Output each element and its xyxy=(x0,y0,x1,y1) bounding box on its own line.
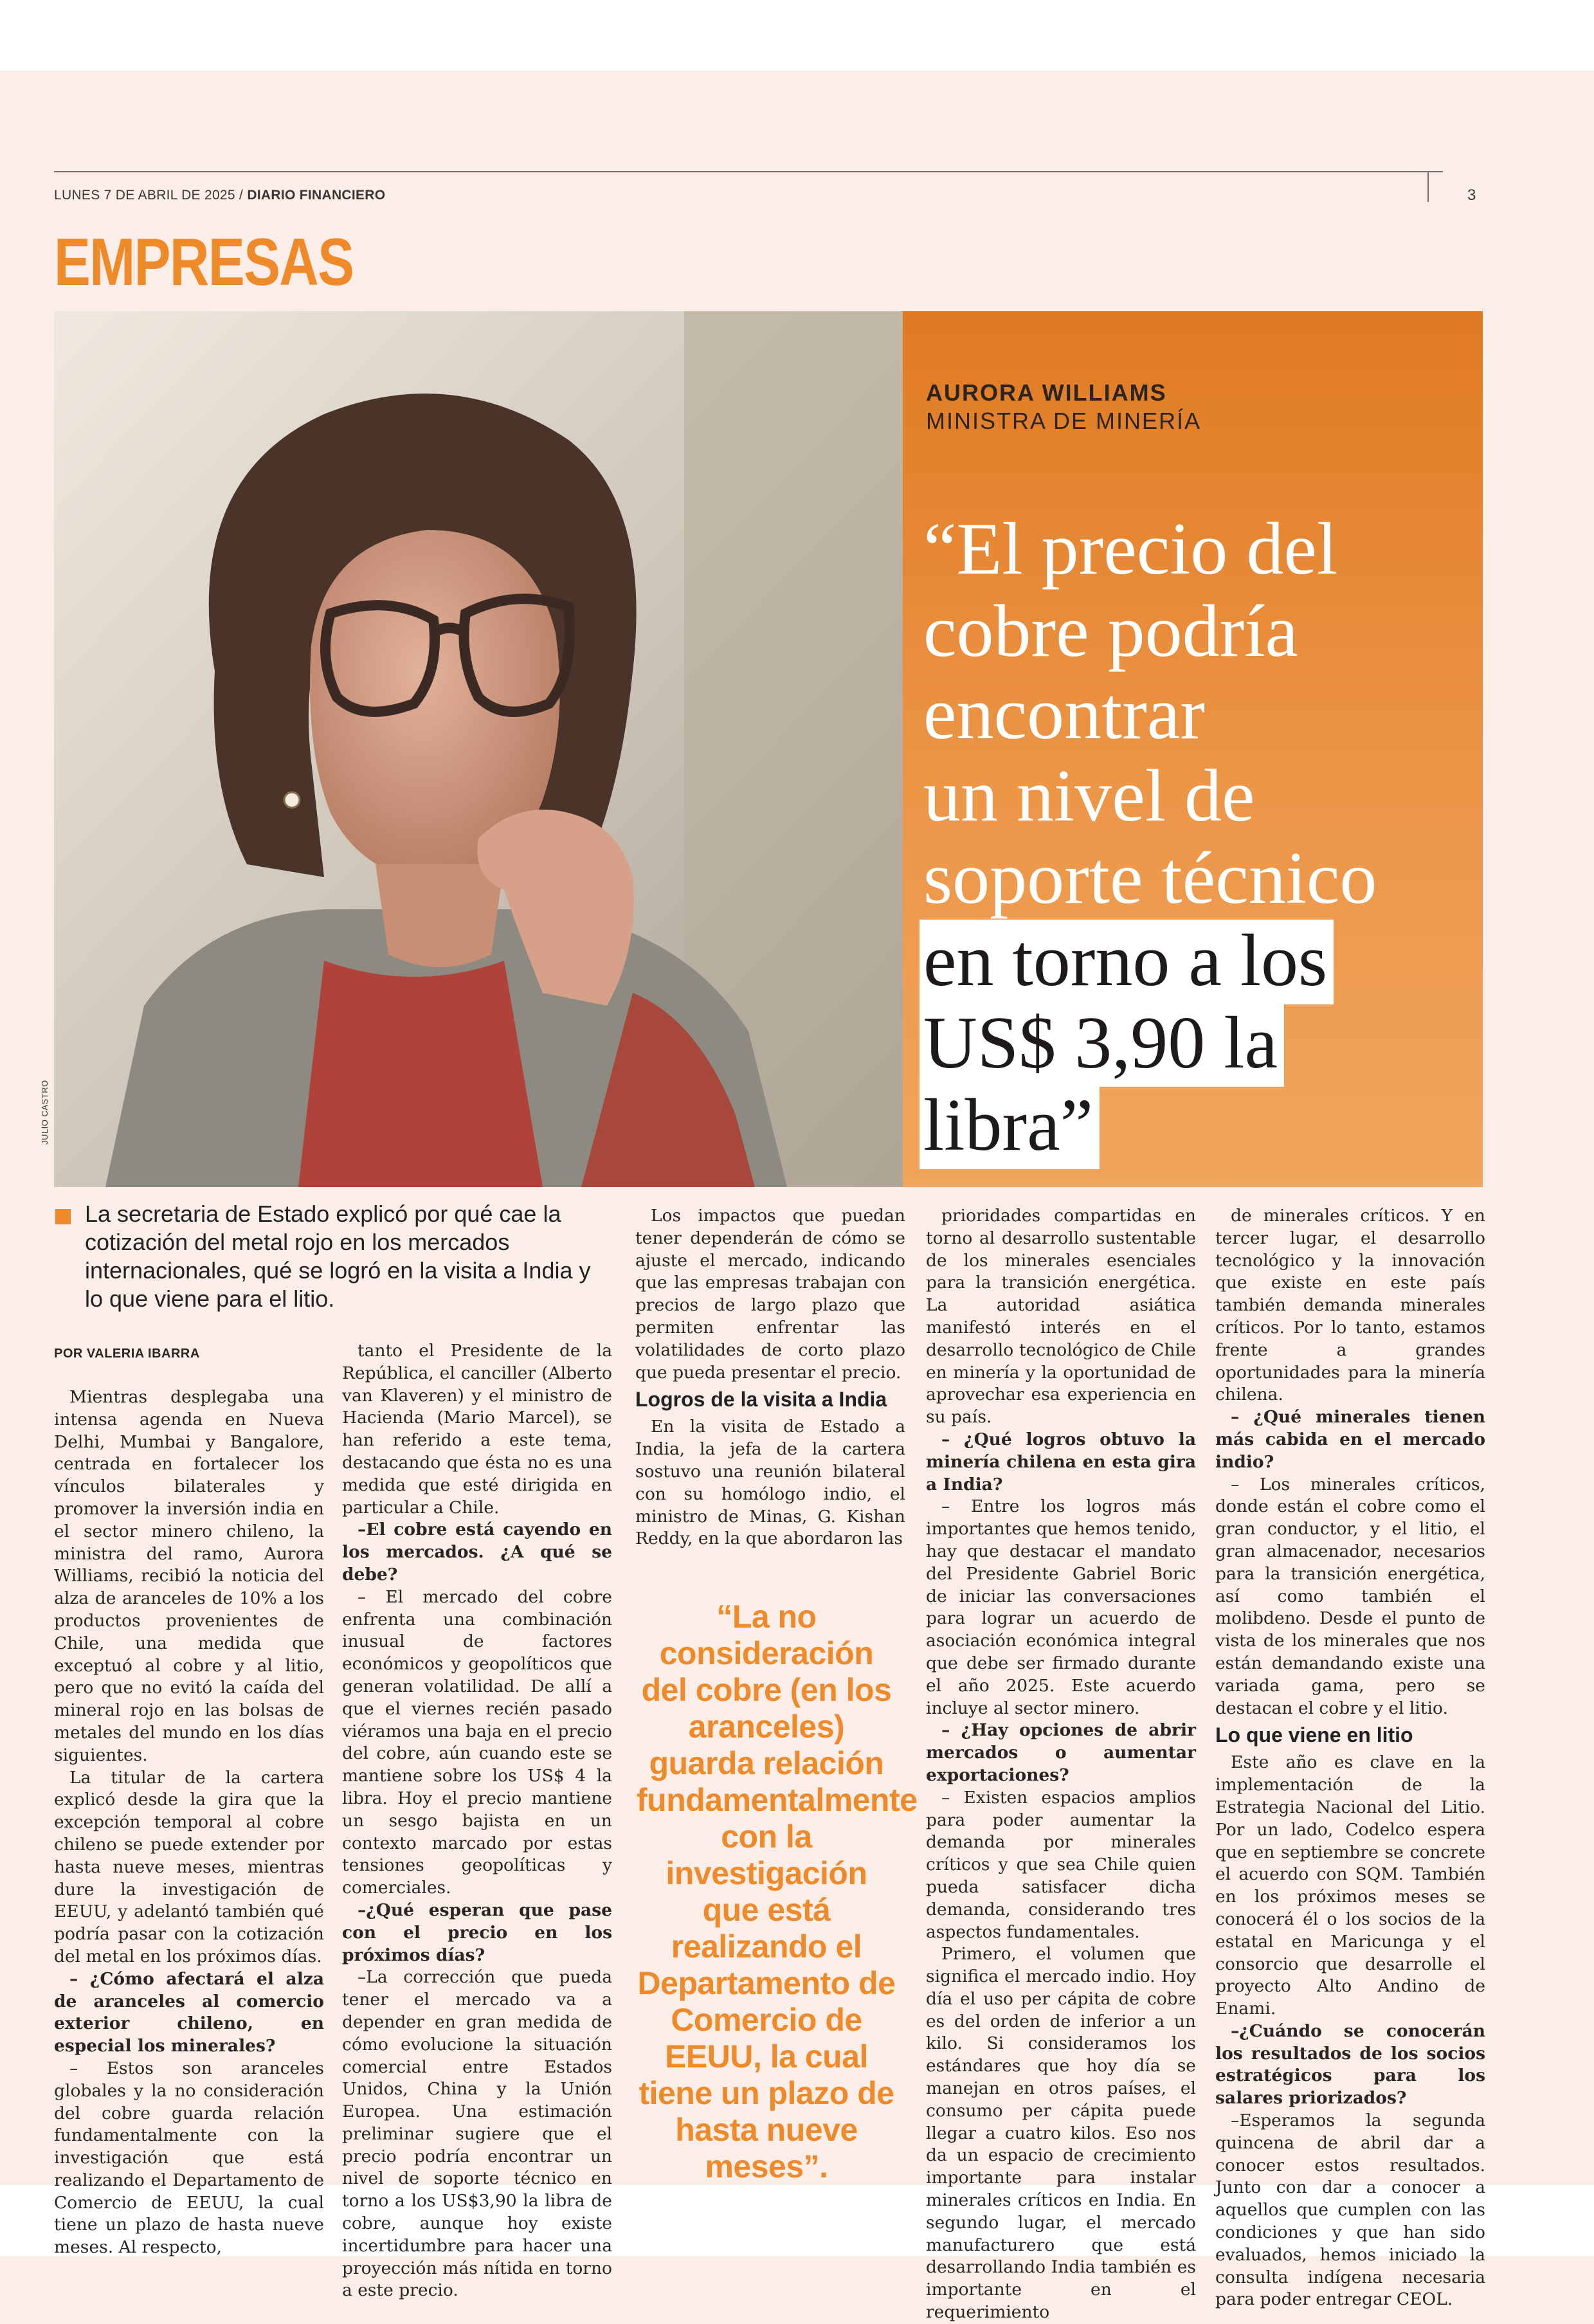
pull-quote: “La no consideración del cobre (en los aranceles) guarda relación fundamentalmente con la investigación que está realizando el Departamento de Comercio de EEUU, la cual tiene un plazo de hasta nueve meses”. xyxy=(637,1599,918,2184)
body-paragraph: En la visita de Estado a India, la jefa de la cartera sostuvo una reunión bilateral con su homólogo indio, el ministro de Minas, G. Kishan Reddy, en la que abordaron las xyxy=(635,1417,905,1549)
body-paragraph: La titular de la cartera explicó desde la gira que la excepción temporal al cobre chileno se puede extender por hasta nueve meses, mientras dure la investigación de EEUU, y adelantó también qué podría pasar con la cotización del metal en los próximos días. xyxy=(54,1767,324,1966)
publication-name: DIARIO FINANCIERO xyxy=(247,188,386,203)
body-paragraph: – Los minerales críticos, donde están el cobre como el gran conductor, y el litio, el gran almacenador, necesarios para la transición energética, así como también el molibdeno. Desde el punto de vista de los minerales que nos están demandando existe una variada gama, pero se destacan el cobre y el litio. xyxy=(1215,1474,1485,1718)
body-paragraph: tanto el Presidente de la República, el canciller (Alberto van Klaveren) y el ministro de Hacienda (Mario Marcel), se han referido a este tema, destacando que ésta no es una medida que esté dirigida en particular a Chile. xyxy=(342,1341,612,1518)
issue-date: LUNES 7 DE ABRIL DE 2025 xyxy=(54,188,235,203)
article-column-1 xyxy=(54,1386,324,2259)
interview-question: –El cobre está cayendo en los mercados. ¿A qué se debe? xyxy=(342,1520,612,1584)
headline-line-highlighted: en torno a los xyxy=(923,920,1476,1002)
headline-line: soporte técnico xyxy=(923,837,1377,920)
body-paragraph: Primero, el volumen que significa el mercado indio. Hoy día el uso per cápita de cobre es del orden de inferior a un kilo. Si consideramos los estándares que hoy día se manejan en otros países, el consumo per cápita puede llegar a cuatro kilos. Eso nos da un espacio de crecimiento importante para instalar minerales críticos en India. En segundo lugar, el mercado manufacturero que está desarrollando India también es importante en el requerimiento xyxy=(926,1944,1196,2323)
interview-question: –¿Cuándo se conocerán los resultados de los socios estratégicos para los salares priorizados? xyxy=(1215,2020,1485,2109)
headline-line: un nivel de xyxy=(923,755,1255,837)
byline: POR VALERIA IBARRA xyxy=(54,1347,200,1361)
header-rule-tick xyxy=(1427,172,1429,202)
headline-quote xyxy=(923,508,1476,1167)
interview-question: – ¿Qué minerales tienen más cabida en el mercado indio? xyxy=(1215,1407,1485,1472)
interviewee-role: MINISTRA DE MINERÍA xyxy=(926,408,1202,434)
deck-bullet-square xyxy=(55,1209,71,1224)
subheading: Logros de la visita a India xyxy=(635,1388,887,1412)
headline-line-highlighted: libra” xyxy=(923,1084,1476,1167)
subheading: Lo que viene en litio xyxy=(1215,1723,1413,1747)
article-column-2 xyxy=(342,1340,612,2302)
headline-line: encontrar xyxy=(923,673,1205,755)
page-number: 3 xyxy=(1467,186,1476,204)
headline-line: “El precio del xyxy=(923,508,1338,590)
interview-question: – ¿Hay opciones de abrir mercados o aumentar exportaciones? xyxy=(926,1720,1196,1785)
body-paragraph: Mientras desplegaba una intensa agenda en Nueva Delhi, Mumbai y Bangalore, centrada en fortalecer los vínculos bilaterales y promover la inversión india en el sector minero chileno, la ministra del ramo, Aurora Williams, recibió la noticia del alza de aranceles de 10% a los productos provenientes de Chile, una medida que exceptuó al cobre y al litio, pero que no evitó la caída del mineral rojo en las bolsas de metales del mundo en los días siguientes. xyxy=(54,1387,324,1765)
body-paragraph: – Entre los logros más importantes que hemos tenido, hay que destacar el mandato del Presidente Gabriel Boric de iniciar las conversaciones para lograr un acuerdo de asociación económica integral que debe ser firmado durante el año 2025. Este acuerdo incluye al sector minero. xyxy=(926,1496,1196,1718)
body-paragraph: Los impactos que puedan tener dependerán de cómo se ajuste el mercado, indicando que las empresas trabajan con precios de largo plazo que permiten enfrentar las volatilidades de corto plazo que pueda presentar el precio. xyxy=(635,1206,905,1383)
interview-question: –¿Qué esperan que pase con el precio en los próximos días? xyxy=(342,1900,612,1965)
headline-line-highlighted: US$ 3,90 la xyxy=(923,1002,1476,1084)
body-paragraph: –La corrección que pueda tener el mercado va a depender en gran medida de cómo evolucione la situación comercial entre Estados Unidos, China y la Unión Europea. Una estimación preliminar sugiere que el precio podría encontrar un nivel de soporte técnico en torno a los US$3,90 la libra de cobre, aunque hoy existe incertidumbre para hacer una proyección más nítida en torno a este precio. xyxy=(342,1967,612,2301)
article-column-3 xyxy=(635,1205,905,1550)
body-paragraph: – El mercado del cobre enfrenta una combinación inusual de factores económicos y geopolíticos que generan volatilidad. De allí a que el viernes recién pasado viéramos una baja en el precio del cobre, aún cuando este se mantiene sobre los US$ 4 la libra. Hoy el precio mantiene un sesgo bajista en un contexto marcado por estas tensiones geopolíticas y comerciales. xyxy=(342,1586,612,1898)
header-rule xyxy=(54,171,1443,172)
article-column-4 xyxy=(926,1205,1196,2324)
article-deck: La secretaria de Estado explicó por qué cae la cotización del metal rojo en los mercados internacionales, qué se logró en la visita a India y lo que viene para el litio. xyxy=(85,1201,591,1312)
headline-line: cobre podría xyxy=(923,590,1298,673)
portrait-illustration xyxy=(54,311,903,1187)
interview-question: – ¿Cómo afectará el alza de aranceles al comercio exterior chileno, en especial los minerales? xyxy=(54,1968,324,2056)
body-paragraph: –Esperamos la segunda quincena de abril dar a conocer estos resultados. Junto con dar a conocer a aquellos que cumplen con las condiciones y que han sido evaluados, hemos iniciado la consulta indígena necesaria para poder entregar CEOL. xyxy=(1215,2111,1485,2310)
body-paragraph: – Estos son aranceles globales y la no consideración del cobre guarda relación fundamentalmente con la investigación que está realizando el Departamento de Comercio de EEUU, la cual tiene un plazo de hasta nueve meses. Al respecto, xyxy=(54,2058,324,2258)
body-paragraph: Este año es clave en la implementación de la Estrategia Nacional del Litio. Por un lado, Codelco espera que en septiembre se concrete el acuerdo con SQM. También en los próximos meses se conocerá él o los socios de la estatal en Maricunga y el consorcio que desarrolle el proyecto Alto Andino de Enami. xyxy=(1215,1752,1485,2019)
section-title: EMPRESAS xyxy=(54,225,354,300)
folio: LUNES 7 DE ABRIL DE 2025 / DIARIO FINANCIERO xyxy=(54,188,386,203)
photo-credit: JULIO CASTRO xyxy=(40,1080,50,1145)
top-margin xyxy=(0,0,1594,71)
portrait-photo xyxy=(54,311,903,1187)
body-paragraph: prioridades compartidas en torno al desarrollo sustentable de los minerales esenciales para la transición energética. La autoridad asiática manifestó interés en el desarrollo tecnológico de Chile en minería y la oportunidad de aprovechar esa experiencia en su país. xyxy=(926,1206,1196,1428)
interviewee-name: AURORA WILLIAMS xyxy=(926,379,1167,406)
body-paragraph: – Existen espacios amplios para poder aumentar la demanda por minerales críticos y que sea Chile quien pueda satisfacer dicha demanda, considerando tres aspectos fundamentales. xyxy=(926,1787,1196,1942)
body-paragraph: de minerales críticos. Y en tercer lugar, el desarrollo tecnológico y la innovación que existe en este país también demanda minerales críticos. Por lo tanto, estamos frente a grandes oportunidades para la minería chilena. xyxy=(1215,1206,1485,1405)
interview-question: – ¿Qué logros obtuvo la minería chilena en esta gira a India? xyxy=(926,1429,1196,1494)
article-column-5 xyxy=(1215,1205,1485,2311)
